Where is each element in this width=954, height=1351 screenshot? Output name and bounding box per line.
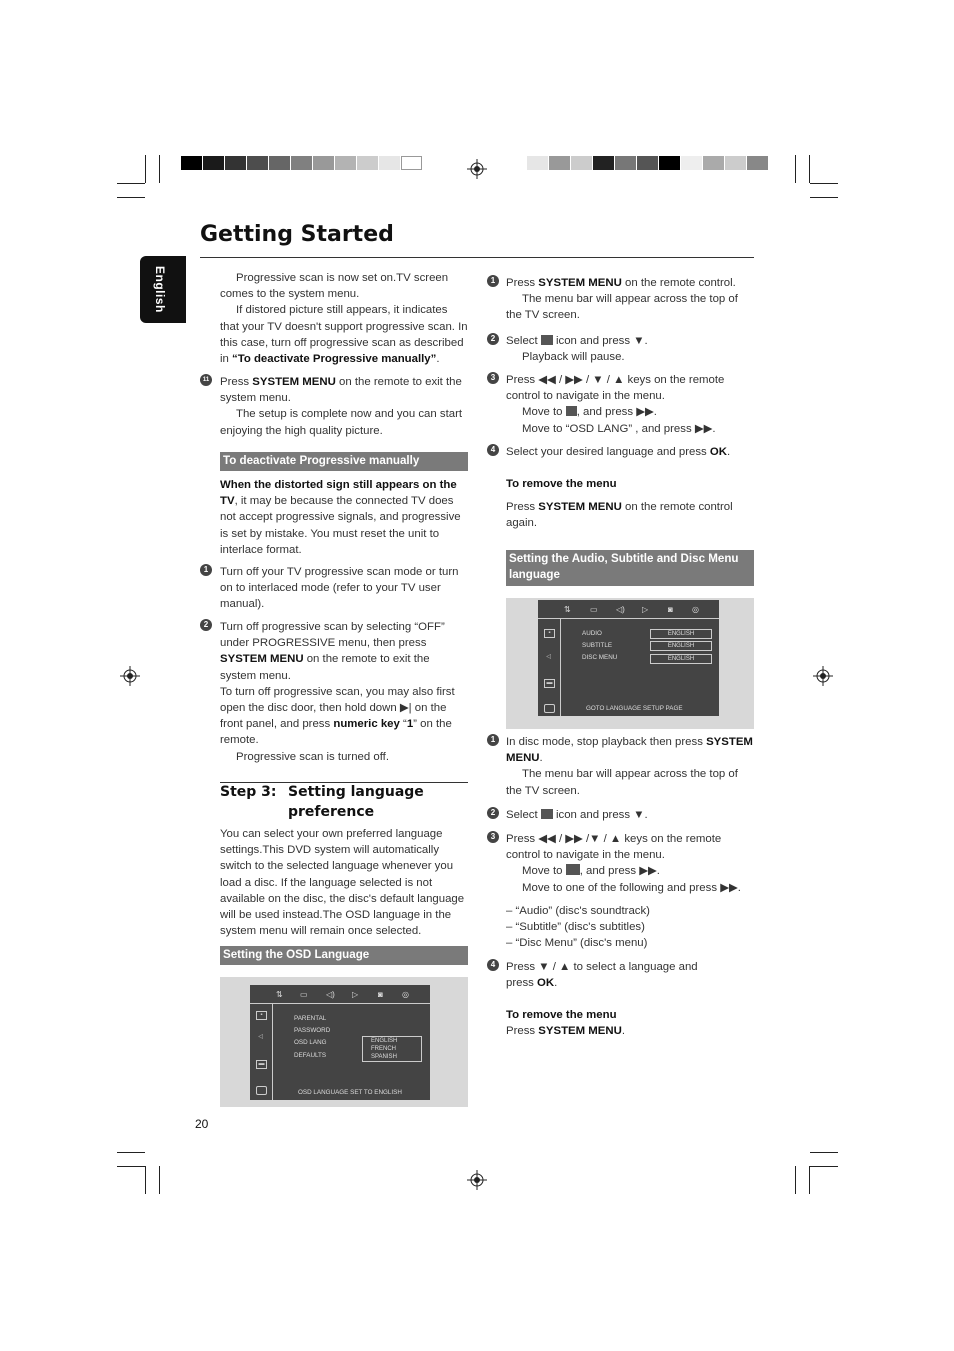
disc-menu-value: ENGLISH bbox=[650, 654, 712, 664]
video-icon: ▭ bbox=[590, 605, 598, 614]
crop-mark bbox=[809, 155, 810, 183]
crop-mark bbox=[117, 183, 145, 184]
play-icon: ▷ bbox=[352, 990, 359, 999]
menu-item: PARENTAL bbox=[294, 1015, 327, 1022]
preference-icon: ▪ bbox=[544, 629, 555, 638]
audio-step-3: Press ◀◀ / ▶▶ /▼ / ▲ keys on the remote control to navigate in the menu. Move to , and press ▶▶. Move to one of the following and press ▶▶. bbox=[506, 833, 741, 894]
audio-icon: ◁) bbox=[616, 605, 625, 614]
title-divider bbox=[200, 257, 754, 258]
crop-mark bbox=[810, 1152, 838, 1153]
option-list bbox=[506, 903, 756, 952]
audio-step-1: In disc mode, stop playback then press SYSTEM MENU. The menu bar will appear across the top of the TV screen. bbox=[506, 736, 753, 797]
step-number-badge: 4 bbox=[487, 444, 499, 456]
osd-step-4: Select your desired language and press OK. bbox=[506, 446, 731, 458]
menu-item: OSD LANG bbox=[294, 1039, 327, 1046]
audio-step-4: Press ▼ / ▲ to select a language and press OK. bbox=[506, 961, 698, 990]
language-setup-icon bbox=[541, 335, 553, 345]
language-icon: ⇅ bbox=[276, 990, 283, 999]
crop-mark bbox=[117, 197, 145, 198]
step-number-badge: 11 bbox=[200, 374, 212, 386]
crop-mark bbox=[117, 1152, 145, 1153]
crop-mark bbox=[810, 197, 838, 198]
screen-icon: ▬ bbox=[256, 1060, 267, 1069]
preference-icon: ▪ bbox=[256, 1011, 267, 1020]
step3-heading: Setting language preference bbox=[288, 784, 424, 820]
tv-menu bbox=[538, 600, 719, 716]
preference-icon bbox=[566, 406, 577, 416]
menu-bar bbox=[538, 600, 719, 619]
disc-icon: ◙ bbox=[668, 605, 673, 614]
status-text: OSD LANGUAGE SET TO ENGLISH bbox=[298, 1089, 402, 1096]
intro-paragraph: Progressive scan is now set on.TV screen comes to the system menu. bbox=[220, 272, 449, 301]
audio-icon: ◁) bbox=[326, 990, 335, 999]
menu-item: SUBTITLE bbox=[582, 642, 613, 649]
audio-language-screen bbox=[506, 598, 754, 729]
left-intro bbox=[220, 270, 468, 367]
crop-mark bbox=[159, 155, 160, 183]
crop-mark bbox=[145, 155, 146, 183]
play-icon: ▷ bbox=[642, 605, 649, 614]
step3-body: You can select your own preferred language settings.This DVD system will automatically switch to the selected language whenever you load a disc. If the language selected is not available on the disc, the disc's default language will be used instead.The OSD language in the system menu will remain once selected. bbox=[220, 828, 465, 938]
tv-menu bbox=[250, 985, 430, 1100]
intro-paragraph: If distored picture still appears, it indicates that your TV doesn't support progressive scan. In this case, turn off progressive scan as described in “To deactivate Progressive manually”. bbox=[220, 304, 468, 366]
disc-icon: ◙ bbox=[378, 990, 383, 999]
crop-mark bbox=[810, 1166, 838, 1167]
crop-mark bbox=[809, 1166, 810, 1194]
osd-step-1: Press SYSTEM MENU on the remote control. The menu bar will appear across the top of the TV screen. bbox=[506, 277, 738, 322]
menu-item: DEFAULTS bbox=[294, 1052, 327, 1059]
step-number-badge: 2 bbox=[487, 333, 499, 345]
step-number-badge: 1 bbox=[487, 734, 499, 746]
menu-item: DISC MENU bbox=[582, 654, 618, 661]
speaker-icon: ◁ bbox=[258, 1034, 263, 1040]
osd-step-3: Press ◀◀ / ▶▶ / ▼ / ▲ keys on the remote control to navigate in the menu. Move to , and press ▶▶. Move to “OSD LANG” , and press ▶▶. bbox=[506, 374, 725, 435]
menu-item: PASSWORD bbox=[294, 1027, 331, 1034]
step-number-badge: 2 bbox=[487, 807, 499, 819]
step-number-badge: 4 bbox=[487, 959, 499, 971]
tv-icon bbox=[544, 704, 555, 713]
menu-sidebar bbox=[538, 619, 561, 716]
audio-value: ENGLISH bbox=[650, 629, 712, 639]
deactivate-step-2: Turn off progressive scan by selecting “OFF” under PROGRESSIVE menu, then press SYSTEM MENU on the remote to exit the system menu. To turn off progressive scan, you may also first open the disc door, then hold down ▶| on the front panel, and press numeric key “1” on the remote. Progressive scan is turned off. bbox=[220, 621, 455, 763]
step3-label: Step 3: bbox=[220, 784, 277, 800]
language-tab-label: English bbox=[153, 266, 167, 313]
deactivate-step-1: Turn off your TV progressive scan mode or turn on to interlaced mode (refer to your TV user manual). bbox=[220, 566, 459, 611]
subtitle-value: ENGLISH bbox=[650, 641, 712, 651]
language-options: ENGLISH FRENCH SPANISH bbox=[362, 1036, 422, 1062]
tv-icon bbox=[256, 1086, 267, 1095]
menu-item: AUDIO bbox=[582, 630, 602, 637]
registration-mark-icon bbox=[467, 159, 487, 179]
registration-mark-icon bbox=[120, 666, 140, 686]
language-setup-icon bbox=[541, 809, 553, 819]
color-bar-right bbox=[527, 156, 769, 170]
step-number-badge: 1 bbox=[487, 275, 499, 287]
screen-icon: ▬ bbox=[544, 679, 555, 688]
status-text: GOTO LANGUAGE SETUP PAGE bbox=[586, 705, 683, 712]
crop-mark bbox=[117, 1166, 145, 1167]
audio-step-2: Select icon and press ▼. bbox=[506, 809, 648, 821]
list-item: – “Audio” (disc's soundtrack) bbox=[506, 905, 650, 917]
osd-step-2: Select icon and press ▼. Playback will pause. bbox=[506, 335, 648, 364]
page-title: Getting Started bbox=[200, 222, 394, 247]
crop-mark bbox=[145, 1166, 146, 1194]
list-item: – “Subtitle” (disc's subtitles) bbox=[506, 921, 645, 934]
crop-mark bbox=[795, 1166, 796, 1194]
menu-bar bbox=[250, 985, 430, 1004]
step-number-badge: 2 bbox=[200, 619, 212, 631]
speaker-icon: ◁ bbox=[546, 654, 551, 660]
warning-paragraph: When the distorted sign still appears on the TV, it may be because the connected TV does not accept progressive signals, and progressive is set by mistake. You must reset the unit to interlace format. bbox=[220, 479, 461, 556]
crop-mark bbox=[159, 1166, 160, 1194]
language-icon: ⇅ bbox=[564, 605, 571, 614]
crop-mark bbox=[810, 183, 838, 184]
registration-mark-icon bbox=[467, 1170, 487, 1190]
language-tab bbox=[140, 256, 186, 323]
remove-menu-section-2: To remove the menu Press SYSTEM MENU. bbox=[506, 1009, 625, 1038]
menu-sidebar bbox=[250, 1004, 273, 1100]
color-bar-left bbox=[181, 156, 423, 170]
preference-icon: ◎ bbox=[692, 605, 699, 614]
remove-menu-section: To remove the menu Press SYSTEM MENU on the remote control again. bbox=[506, 478, 733, 530]
section-bar-osd: Setting the OSD Language bbox=[220, 946, 468, 965]
screen-icon bbox=[566, 864, 580, 875]
step-number-badge: 3 bbox=[487, 831, 499, 843]
osd-language-screen bbox=[220, 977, 468, 1107]
video-icon: ▭ bbox=[300, 990, 308, 999]
preference-icon: ◎ bbox=[402, 990, 409, 999]
crop-mark bbox=[795, 155, 796, 183]
section-bar-audio: Setting the Audio, Subtitle and Disc Menu language bbox=[506, 550, 754, 586]
step-11: Press SYSTEM MENU on the remote to exit the system menu. The setup is complete now and you can start enjoying the high quality picture. bbox=[220, 376, 463, 437]
page-number: 20 bbox=[195, 1117, 209, 1131]
registration-mark-icon bbox=[813, 666, 833, 686]
step-number-badge: 1 bbox=[200, 564, 212, 576]
section-bar-deactivate: To deactivate Progressive manually bbox=[220, 452, 468, 471]
step-number-badge: 3 bbox=[487, 372, 499, 384]
list-item: – “Disc Menu” (disc's menu) bbox=[506, 937, 648, 950]
